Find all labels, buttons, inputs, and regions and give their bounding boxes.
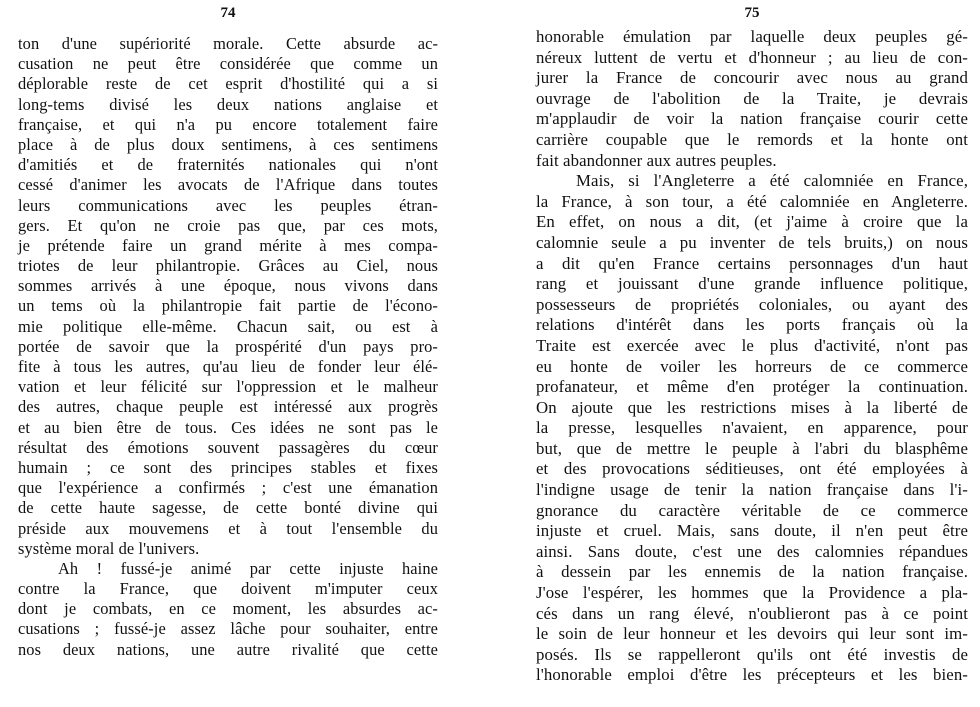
text-line: honorable émulation par laquelle deux peuples gé- (536, 27, 968, 46)
text-line: la presse, lesquelles n'avaient, en apparence, pour (536, 418, 968, 438)
text-line: ainsi. Sans doute, c'est une des calomnies répandues (536, 541, 968, 561)
text-line: leurs communications avec les peuples étran- (18, 195, 438, 215)
text-line: relations d'intérêt dans les ports français où la (536, 315, 968, 335)
text-line: possesseurs de propriétés coloniales, ou ayant des (536, 294, 968, 314)
text-line: Ah ! fussé-je animé par cette injuste haine (58, 558, 438, 578)
text-line: fait abandonner aux autres peuples. (536, 150, 777, 170)
text-line: gers. Et qu'on ne croie pas que, par ces mots, (18, 215, 438, 235)
text-line: des autres, chaque peuple est intéressé aux progrès (18, 397, 438, 417)
text-line: française, et qui n'a pu encore totalement faire (18, 114, 438, 134)
text-line: injuste et cruel. Mais, sans doute, il n'en peut être (536, 521, 968, 541)
text-line: l'indigne usage de tenir la nation française dans l'i- (536, 480, 968, 500)
text-line: En effet, on nous a dit, (et j'aime à croire que la (536, 212, 968, 232)
text-line: J'ose l'espérer, les hommes que la Providence a pla- (536, 583, 968, 603)
text-line: a dit qu'en France certains personnages d'un haut (536, 253, 968, 273)
text-line: triotes de leur philantropie. Grâces au Ciel, nous (18, 256, 438, 276)
text-line: cusation ne peut être considérée que comme un (18, 54, 438, 74)
text-line: à dessein par les ennemis de la nation française. (536, 562, 968, 582)
text-line: carrière coupable que le remords et la honte ont (536, 129, 968, 149)
left-page (18, 0, 438, 660)
text-line: je prétende faire un grand mérite à mes compa- (18, 235, 438, 255)
text-line: fite à tous les autres, qu'au lieu de fonder leur élé- (18, 357, 438, 376)
text-line: Traite est exercée avec le plus d'activité, n'ont pas (536, 335, 968, 355)
text-line: eu honte de voiler les horreurs de ce commerce (536, 356, 968, 376)
text-line: résultat des émotions souvent passagères du cœur (18, 437, 438, 457)
text-line: long-tems divisé les deux nations anglaise et (18, 94, 438, 114)
text-line: rang et jouissant d'une grande influence politique, (536, 274, 968, 294)
text-line: que l'expérience a confirmés ; c'est une émanation (18, 478, 438, 498)
text-line: mie politique elle-même. Chacun sait, ou est à (18, 316, 438, 336)
left-page-text (18, 34, 438, 660)
text-line: gnorance du caractère véritable de ce commerce (536, 500, 968, 520)
text-line: cessé d'animer les avocats de l'Afrique dans toutes (18, 175, 438, 195)
text-line: ouvrage de l'abolition de la Traite, je devrais (536, 88, 968, 108)
text-line: jurer la France de concourir avec nous au grand (536, 68, 968, 88)
text-line: cés dans un rang élevé, n'oublieront pas à ce point (536, 603, 968, 623)
right-page (536, 0, 968, 686)
text-line: ton d'une supériorité morale. Cette absurde ac- (18, 34, 438, 53)
text-line: profanateur, et même d'en protéger la continuation. (536, 377, 968, 397)
text-line: nos deux nations, une autre rivalité que cette (18, 639, 438, 659)
text-line: posés. Ils se rappelleront qu'ils ont été investis de (536, 644, 968, 664)
text-line: cusations ; fussé-je assez lâche pour souhaiter, entre (18, 619, 438, 639)
text-line: et au bien être de tous. Ces idées ne sont pas le (18, 417, 438, 437)
text-line: de cette haute sagesse, de cette bonté divine qui (18, 498, 438, 518)
text-line: On ajoute que les restrictions mises à la liberté de (536, 397, 968, 417)
text-line: vation et leur félicité sur l'oppression et le malheur (18, 377, 438, 397)
text-line: déplorable reste de cet esprit d'hostilité qui a si (18, 74, 438, 94)
text-line: calomnie seule a pu inventer de tels bruits,) on nous (536, 232, 968, 252)
text-line: contre la France, que doivent m'imputer ceux (18, 579, 438, 599)
text-line: but, que de mettre le peuple à l'abri du blasphême (536, 438, 968, 458)
text-line: et des provocations séditieuses, ont été employées à (536, 459, 968, 479)
text-line: préside aux mouvemens et à tout l'ensemble du (18, 518, 438, 538)
text-line: humain ; ce sont des principes stables et fixes (18, 457, 438, 477)
text-line: m'applaudir de voir la nation française courir cette (536, 109, 968, 129)
right-page-text (536, 27, 968, 686)
text-line: système moral de l'univers. (18, 538, 200, 558)
text-line: sommes arrivés à une époque, nous vivons dans (18, 276, 438, 296)
text-line: l'honorable emploi d'être les précepteurs et les bien- (536, 665, 968, 685)
text-line: place à de plus doux sentimens, à ces sentimens (18, 134, 438, 154)
page-number-left: 74 (220, 5, 236, 21)
text-line: dont je combats, en ce moment, les absurdes ac- (18, 599, 438, 619)
text-line: portée de savoir que la prospérité d'un pays pro- (18, 336, 438, 356)
text-line: Mais, si l'Angleterre a été calomniée en France, (576, 171, 968, 191)
text-line: d'amitiés et de fraternités nationales qui n'ont (18, 155, 438, 175)
text-line: le soin de leur honneur et les devoirs qui leur sont im- (536, 624, 968, 644)
page-number-right: 75 (744, 5, 760, 21)
text-line: un tems où la philantropie fait partie de l'écono- (18, 296, 438, 316)
text-line: néreux luttent de vertu et d'honneur ; au lieu de con- (536, 47, 968, 67)
text-line: la France, à son tour, a été calomniée en Angleterre. (536, 191, 968, 211)
